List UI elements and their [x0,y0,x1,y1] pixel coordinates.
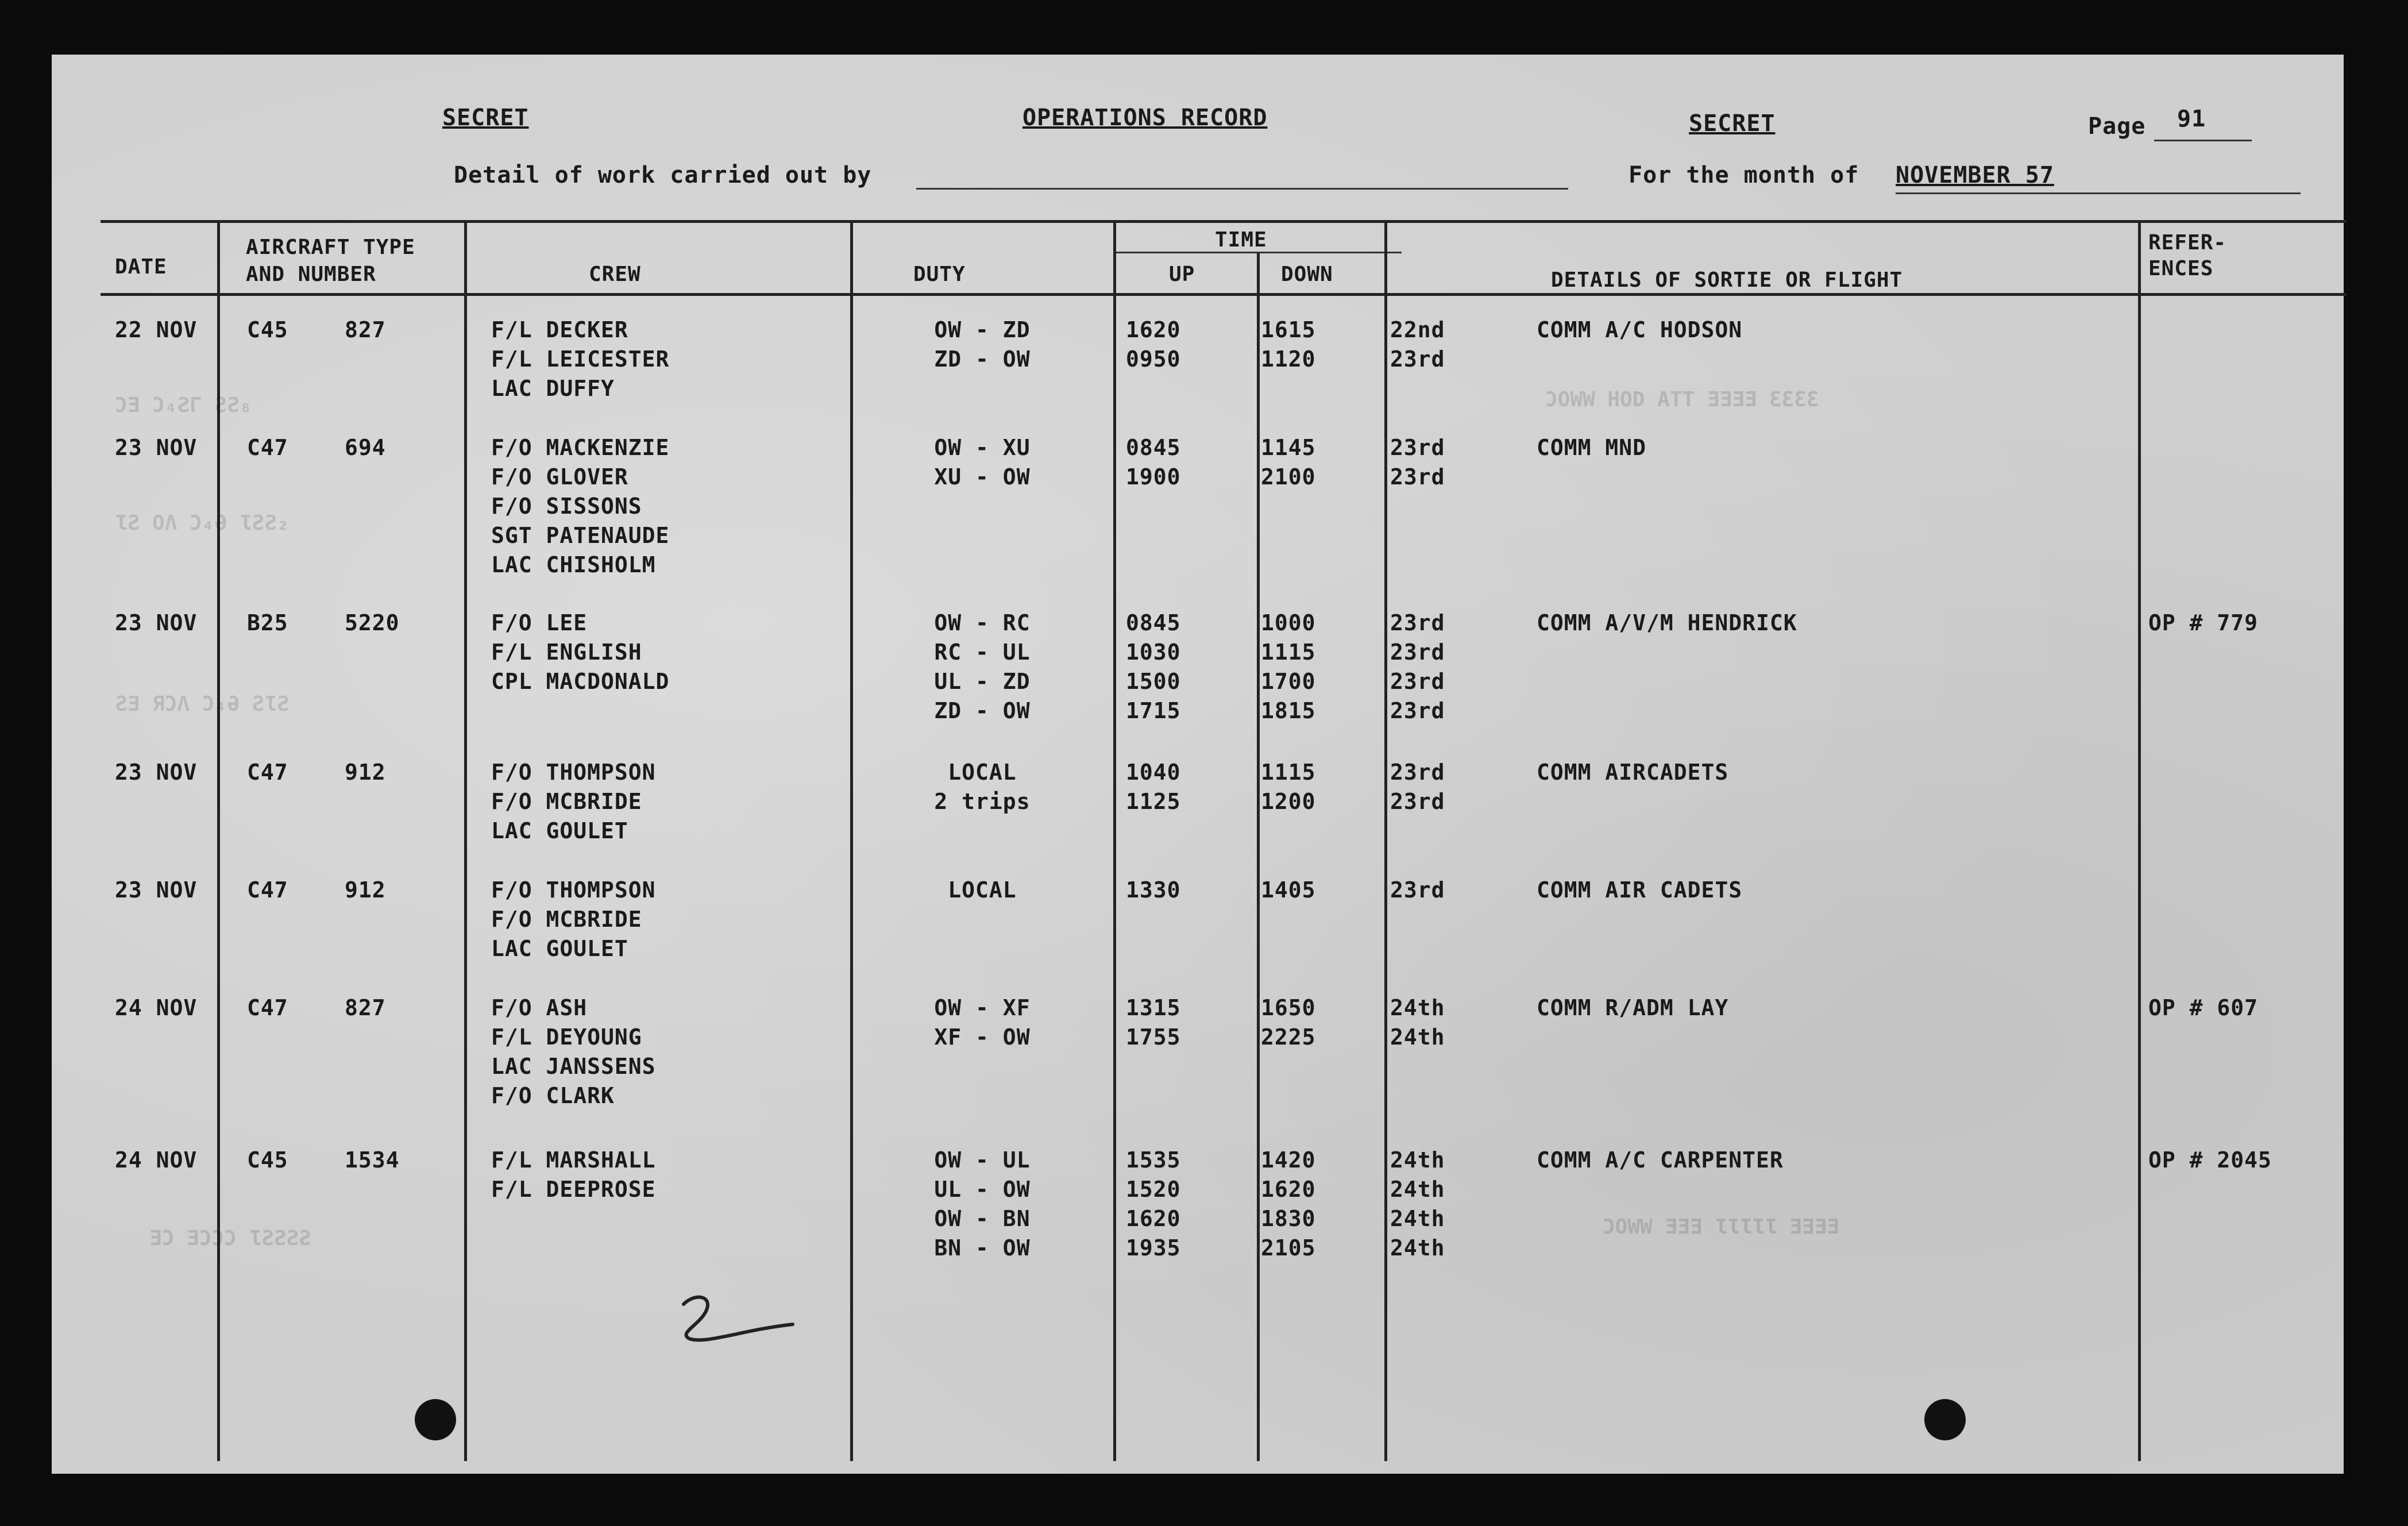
duty-route: OW - XU [934,435,1031,460]
time-down: 1700 [1261,669,1316,694]
flight-day: 23rd [1390,698,1445,723]
time-down: 1120 [1261,346,1316,372]
aircraft-number: 694 [345,435,386,460]
time-down: 1115 [1261,639,1316,665]
aircraft-column-header-line1: AIRCRAFT TYPE [246,236,415,259]
time-column-header: TIME [1215,228,1267,252]
flight-day: 23rd [1390,610,1445,635]
duty-route: ZD - OW [934,698,1031,723]
crew-member: F/O ASH [491,995,588,1020]
month-label: For the month of [1629,162,1859,188]
aircraft-number: 5220 [345,610,400,635]
detail-fill-line [916,188,1568,190]
duty-route: BN - OW [934,1235,1031,1261]
time-down: 1115 [1261,760,1316,785]
time-up: 1500 [1126,669,1181,694]
crew-member: F/L DEEPROSE [491,1177,656,1202]
entry-date: 23 NOV [115,435,198,460]
sortie-details: COMM A/V/M HENDRICK [1537,610,1797,635]
time-down: 1830 [1261,1206,1316,1231]
bleed-through-text: ƆOWW HOD ATT ƎƎƎƎ ƐƐƐƐ [1545,388,1819,411]
aircraft-number: 1534 [345,1147,400,1173]
flight-day: 23rd [1390,877,1445,903]
crew-member: F/L MARSHALL [491,1147,656,1173]
crew-member: F/O MCBRIDE [491,789,642,814]
detail-label: Detail of work carried out by [454,162,872,188]
flight-day: 23rd [1390,760,1445,785]
duty-route: ZD - OW [934,346,1031,372]
flight-day: 24th [1390,1206,1445,1231]
flight-day: 23rd [1390,789,1445,814]
entry-date: 23 NOV [115,877,198,903]
duty-route: UL - OW [934,1177,1031,1202]
page-number: 91 [2177,106,2206,132]
flight-day: 23rd [1390,669,1445,694]
crew-member: F/O THOMPSON [491,877,656,903]
crew-member: LAC GOULET [491,818,628,843]
duty-route: UL - ZD [934,669,1031,694]
duty-route: XU - OW [934,464,1031,490]
crew-member: CPL MACDONALD [491,669,670,694]
details-column-header: DETAILS OF SORTIE OR FLIGHT [1551,268,1903,292]
crew-member: LAC JANSSENS [491,1054,656,1079]
entry-date: 24 NOV [115,995,198,1020]
crew-member: F/L ENGLISH [491,639,642,665]
flight-day: 24th [1390,1235,1445,1261]
crew-member: F/L DEYOUNG [491,1024,642,1050]
entry-date: 23 NOV [115,760,198,785]
crew-column-header: CREW [589,263,641,286]
duty-route: OW - XF [934,995,1031,1020]
time-up: 1535 [1126,1147,1181,1173]
duty-route: XF - OW [934,1024,1031,1050]
sortie-details: COMM R/ADM LAY [1537,995,1729,1020]
time-down: 2225 [1261,1024,1316,1050]
time-up: 1125 [1126,789,1181,814]
time-up: 1520 [1126,1177,1181,1202]
reference-number: OP # 2045 [2148,1147,2272,1173]
duty-route: OW - BN [934,1206,1031,1231]
duty-route: OW - RC [934,610,1031,635]
date-column-header: DATE [115,255,167,279]
duty-route: 2 trips [934,789,1031,814]
flight-day: 22nd [1390,317,1445,342]
duty-route: LOCAL [948,760,1017,785]
time-down: 2105 [1261,1235,1316,1261]
sortie-details: COMM AIR CADETS [1537,877,1743,903]
up-column-header: UP [1169,263,1195,286]
bleed-through-text: ƧƎ ЯƆΛ Ɔ₄Ə ƧƖƧ [115,692,290,716]
table-top-rule [101,220,2347,223]
aircraft-type: C45 [247,317,288,342]
time-down: 1420 [1261,1147,1316,1173]
document-title: OPERATIONS RECORD [1022,105,1268,131]
crew-member: F/O LEE [491,610,588,635]
time-up: 1935 [1126,1235,1181,1261]
crew-member: LAC GOULET [491,936,628,961]
flight-day: 24th [1390,995,1445,1020]
time-up: 1330 [1126,877,1181,903]
page-label: Page [2088,113,2146,140]
time-down: 1405 [1261,877,1316,903]
column-divider-down [1384,220,1387,1461]
flight-day: 24th [1390,1147,1445,1173]
entry-date: 22 NOV [115,317,198,342]
crew-member: F/O GLOVER [491,464,628,490]
crew-member: SGT PATENAUDE [491,523,670,548]
references-column-header-line1: REFER- [2148,231,2227,255]
secret-label-right: SECRET [1689,110,1776,137]
entry-date: 23 NOV [115,610,198,635]
time-up: 1900 [1126,464,1181,490]
reference-number: OP # 779 [2148,610,2259,635]
crew-member: LAC DUFFY [491,376,615,401]
bleed-through-text: ƆƎ Ɔ₄ƧΓ ƧƧ₈ [115,394,252,417]
sortie-details: COMM A/C CARPENTER [1537,1147,1784,1173]
crew-member: LAC CHISHOLM [491,552,656,577]
month-value: NOVEMBER 57 [1896,162,2054,188]
punch-hole-left [415,1399,456,1440]
flight-day: 24th [1390,1024,1445,1050]
column-divider-crew [850,220,853,1461]
handwritten-mark [661,1284,810,1353]
bleed-through-text: ƆOWW ƎƎƎ ƖƖƖƖƖ ƎƎƎƎ [1603,1215,1839,1239]
time-down: 1145 [1261,435,1316,460]
record-sheet [52,55,2344,1474]
duty-route: OW - ZD [934,317,1031,342]
time-up: 0845 [1126,435,1181,460]
aircraft-type: C47 [247,760,288,785]
aircraft-number: 912 [345,760,386,785]
sortie-details: COMM MND [1537,435,1647,460]
duty-column-header: DUTY [913,263,966,286]
bleed-through-text: ƖƧ OΛ Ɔ₄Ə ƖƧƧ₂ [115,511,290,535]
time-up: 0950 [1126,346,1181,372]
aircraft-column-header-line2: AND NUMBER [246,263,376,286]
crew-member: F/O THOMPSON [491,760,656,785]
time-up: 1620 [1126,317,1181,342]
time-down: 1620 [1261,1177,1316,1202]
time-up: 1315 [1126,995,1181,1020]
time-down: 1615 [1261,317,1316,342]
column-divider-up [1257,253,1260,1461]
aircraft-type: C47 [247,435,288,460]
reference-number: OP # 607 [2148,995,2259,1020]
time-up: 0845 [1126,610,1181,635]
time-down: 1000 [1261,610,1316,635]
crew-member: F/O MACKENZIE [491,435,670,460]
time-up: 1040 [1126,760,1181,785]
references-column-header-line2: ENCES [2148,257,2214,280]
crew-member: F/O MCBRIDE [491,907,642,932]
flight-day: 24th [1390,1177,1445,1202]
crew-member: F/L DECKER [491,317,628,342]
time-up: 1755 [1126,1024,1181,1050]
aircraft-type: C47 [247,995,288,1020]
flight-day: 23rd [1390,346,1445,372]
aircraft-type: C47 [247,877,288,903]
punch-hole-right [1924,1399,1966,1440]
duty-route: RC - UL [934,639,1031,665]
aircraft-type: C45 [247,1147,288,1173]
time-down: 2100 [1261,464,1316,490]
sortie-details: COMM A/C HODSON [1537,317,1743,342]
time-down: 1650 [1261,995,1316,1020]
flight-day: 23rd [1390,464,1445,490]
header-bottom-rule [101,293,2347,296]
flight-day: 23rd [1390,435,1445,460]
down-column-header: DOWN [1281,263,1333,286]
duty-route: OW - UL [934,1147,1031,1173]
crew-member: F/O CLARK [491,1083,615,1108]
time-down: 1815 [1261,698,1316,723]
duty-route: LOCAL [948,877,1017,903]
aircraft-number: 827 [345,995,386,1020]
aircraft-number: 827 [345,317,386,342]
crew-member: F/L LEICESTER [491,346,670,372]
column-divider-details [2138,220,2141,1461]
secret-label-left: SECRET [442,105,529,131]
time-down: 1200 [1261,789,1316,814]
time-up: 1030 [1126,639,1181,665]
aircraft-number: 912 [345,877,386,903]
aircraft-type: B25 [247,610,288,635]
month-fill-line [1896,192,2301,194]
column-divider-duty [1113,220,1116,1461]
time-up: 1620 [1126,1206,1181,1231]
flight-day: 23rd [1390,639,1445,665]
entry-date: 24 NOV [115,1147,198,1173]
column-divider-aircraft [464,220,467,1461]
page-number-underline [2154,140,2252,141]
bleed-through-text: ƎƆ ƎƆƆƆ ƖƧƧƧƧ [149,1227,311,1250]
crew-member: F/O SISSONS [491,494,642,519]
sortie-details: COMM AIRCADETS [1537,760,1729,785]
time-up: 1715 [1126,698,1181,723]
